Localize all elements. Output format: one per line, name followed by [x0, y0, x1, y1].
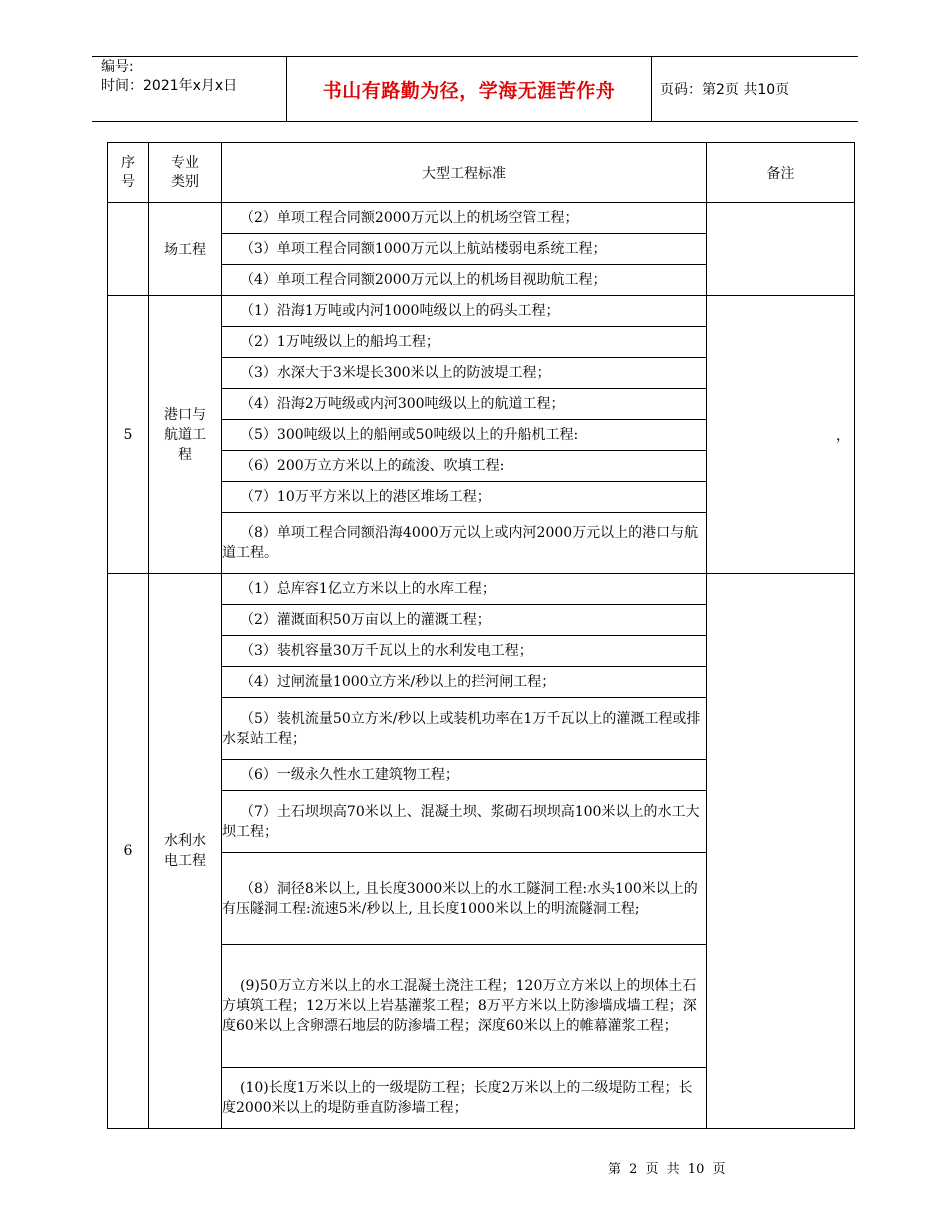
table-row — [108, 296, 855, 327]
standard-item: （8）洞径8米以上, 且长度3000米以上的水工隧洞工程:水头100米以上的有压隧洞工程:流速5米/秒以上, 且长度1000米以上的明流隧洞工程; — [222, 853, 707, 945]
standard-item: （7）10万平方米以上的港区堆场工程； — [222, 482, 707, 513]
header-motto-box — [286, 57, 652, 121]
standard-item: （1）沿海1万吨或内河1000吨级以上的码头工程； — [222, 296, 707, 327]
category-cell: 港口与航道工程 — [149, 296, 222, 574]
seq-cell — [108, 203, 149, 296]
standard-item: （4）过闸流量1000立方米/秒以上的拦河闸工程； — [222, 667, 707, 698]
standard-item: （4）沿海2万吨级或内河300吨级以上的航道工程； — [222, 389, 707, 420]
category-cell: 水利水电工程 — [149, 574, 222, 1129]
standard-item: （1）总库容1亿立方米以上的水库工程； — [222, 574, 707, 605]
header-page-info: 页码：第2页 共10页 — [660, 82, 790, 98]
header-meta — [101, 58, 237, 96]
number-label: 编号: — [101, 59, 134, 75]
remark-cell — [707, 203, 855, 296]
table-row — [108, 203, 855, 234]
seq-cell: 5 — [108, 296, 149, 574]
standard-item: （3）装机容量30万千瓦以上的水利发电工程； — [222, 636, 707, 667]
category-cell: 场工程 — [149, 203, 222, 296]
remark-cell — [707, 574, 855, 1129]
standard-item: （3）水深大于3米堤长300米以上的防波堤工程； — [222, 358, 707, 389]
standard-item: （6）一级永久性水工建筑物工程； — [222, 760, 707, 791]
header-standard: 大型工程标准 — [222, 143, 707, 203]
standard-item: (10)长度1万米以上的一级堤防工程；长度2万米以上的二级堤防工程；长度2000米以上的堤防垂直防渗墙工程； — [222, 1068, 707, 1129]
remark-cell: ， — [707, 296, 855, 574]
standard-item: （5）装机流量50立方米/秒以上或装机功率在1万千瓦以上的灌溉工程或排水泵站工程； — [222, 698, 707, 760]
standard-item: (9)50万立方米以上的水工混凝土浇注工程；120万立方米以上的坝体土石方填筑工程；12万米以上岩基灌浆工程；8万平方米以上防渗墙成墙工程；深度60米以上含卵漂石地层的防渗墙工程；深度60米以上的帷幕灌浆工程； — [222, 945, 707, 1068]
table-row — [108, 574, 855, 605]
page-footer: 第 2 页 共 10 页 — [608, 1162, 726, 1177]
header-category: 专业类别 — [149, 143, 222, 203]
standard-item: （4）单项工程合同额2000万元以上的机场目视助航工程； — [222, 265, 707, 296]
standard-item: （3）单项工程合同额1000万元以上航站楼弱电系统工程； — [222, 234, 707, 265]
standard-item: （7）土石坝坝高70米以上、混凝土坝、浆砌石坝坝高100米以上的水工大坝工程； — [222, 791, 707, 853]
table-header-row — [108, 143, 855, 203]
standard-item: （6）200万立方米以上的疏浚、吹填工程: — [222, 451, 707, 482]
header-motto: 书山有路勤为径，学海无涯苦作舟 — [322, 80, 616, 102]
header-bottom-rule — [92, 121, 858, 122]
standard-item: （8）单项工程合同额沿海4000万元以上或内河2000万元以上的港口与航道工程。 — [222, 513, 707, 574]
header-seq: 序号 — [108, 143, 149, 203]
time-label: 时间：2021年x月x日 — [101, 78, 238, 94]
header-remark: 备注 — [707, 143, 855, 203]
standard-item: （2）1万吨级以上的船坞工程； — [222, 327, 707, 358]
standard-item: （2）灌溉面积50万亩以上的灌溉工程； — [222, 605, 707, 636]
standard-item: （2）单项工程合同额2000万元以上的机场空管工程； — [222, 203, 707, 234]
standards-table — [107, 142, 855, 1129]
seq-cell: 6 — [108, 574, 149, 1129]
standard-item: （5）300吨级以上的船闸或50吨级以上的升船机工程: — [222, 420, 707, 451]
